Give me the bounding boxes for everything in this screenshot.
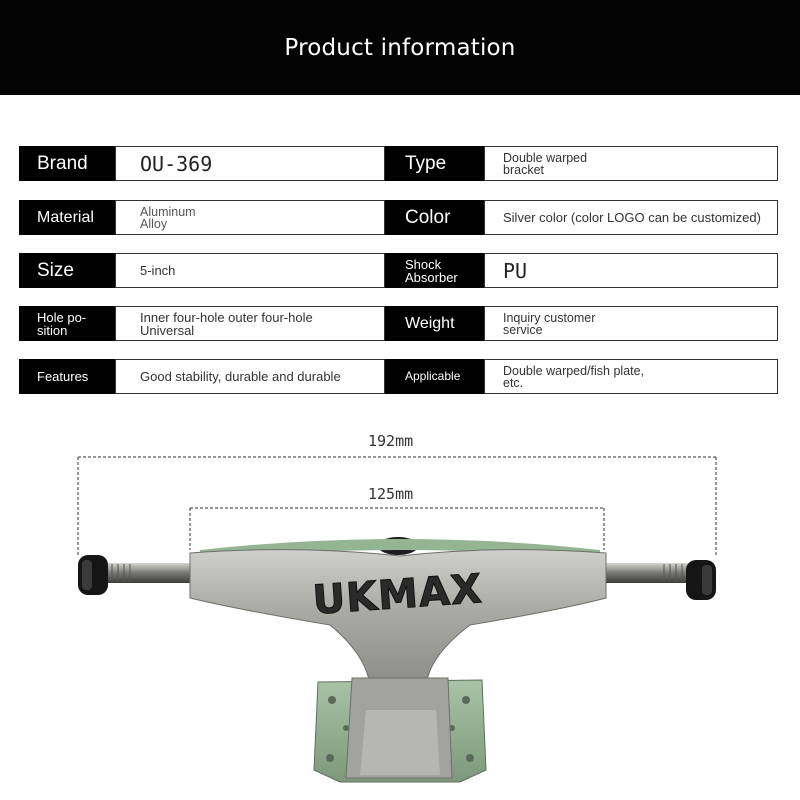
spec-value-brand: OU-369 [115,146,385,181]
spec-value-color: Silver color (color LOGO can be customized) [484,200,778,235]
spec-row-features [19,359,778,394]
spec-label-hole-position: Hole po- sition [19,306,115,341]
spec-row-hole-position [19,306,778,341]
spec-value-material: Aluminum Alloy [115,200,385,235]
truck-illustration [0,410,800,800]
base-block-face [360,710,440,775]
truck-logo: UKMAX [311,566,485,624]
spec-value-shock-absorber: PU [484,253,778,288]
page-title: Product information [284,34,516,61]
spec-label-color: Color [385,200,484,235]
spec-label-material: Material [19,200,115,235]
right-axle-nut [686,560,716,600]
spec-value-weight: Inquiry customer service [484,306,778,341]
spec-value-applicable: Double warped/fish plate, etc. [484,359,778,394]
spec-label-weight: Weight [385,306,484,341]
spec-label-shock-absorber: Shock Absorber [385,253,484,288]
header-banner [0,0,800,95]
hanger-width-label: 125mm [368,485,414,503]
product-figure [0,410,800,800]
spec-label-type: Type [385,146,484,181]
spec-value-type: Double warped bracket [484,146,778,181]
spec-label-features: Features [19,359,115,394]
spec-row-brand [19,146,778,181]
spec-label-size: Size [19,253,115,288]
spec-value-hole-position: Inner four-hole outer four-hole Universal [115,306,385,341]
overall-width-label: 192mm [368,432,414,450]
spec-value-size: 5-inch [115,253,385,288]
spec-label-applicable: Applicable [385,359,484,394]
spec-row-material [19,200,778,235]
left-axle-nut [78,555,108,595]
spec-row-size [19,253,778,288]
spec-value-features: Good stability, durable and durable [115,359,385,394]
spec-label-brand: Brand [19,146,115,181]
